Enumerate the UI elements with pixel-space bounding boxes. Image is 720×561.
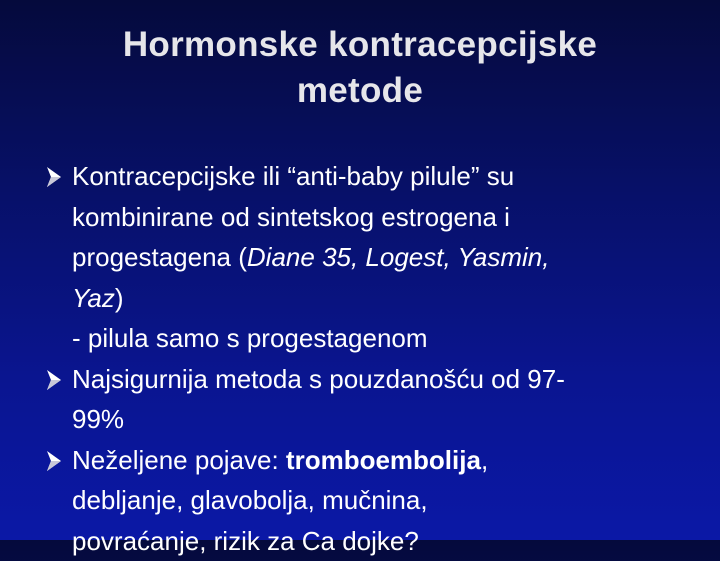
bullet-1-line-1 (0, 156, 720, 197)
bullet-3-line-3 (0, 521, 720, 561)
bullet-3-line-1 (0, 440, 720, 481)
bullet-2-line-2 (0, 399, 720, 440)
bullet-2-text-1: Najsigurnija metoda s pouzdanošću od 97- (72, 364, 565, 394)
bullet-3-text-1a: Neželjene pojave: (72, 445, 286, 475)
slide-title-line-2: metode (0, 68, 720, 114)
bullet-2-line-1 (0, 359, 720, 400)
bullet-1-text-3a: progestagena ( (72, 242, 247, 272)
bullet-3-text-3: povraćanje, rizik za Ca dojke? (72, 526, 419, 556)
bullet-list (0, 156, 720, 561)
bullet-1-line-3 (0, 237, 720, 278)
bullet-3-text-2: debljanje, glavobolja, mučnina, (72, 485, 428, 515)
bullet-1-text-4b: ) (115, 283, 124, 313)
bullet-1-line-5 (0, 318, 720, 359)
slide-title (0, 22, 720, 114)
bullet-2-text-2: 99% (72, 404, 124, 434)
bullet-1-text-5: - pilula samo s progestagenom (72, 323, 428, 353)
pill-brand-names: Diane 35, Logest, Yasmin, (247, 242, 550, 272)
arrowhead-bullet-icon (47, 167, 61, 187)
bullet-3-text-1c: , (481, 445, 488, 475)
bullet-1-text-2: kombinirane od sintetskog estrogena i (72, 202, 510, 232)
slide-title-line-1: Hormonske kontracepcijske (0, 22, 720, 68)
arrowhead-bullet-icon (47, 451, 61, 471)
bullet-1-text-1: Kontracepcijske ili “anti-baby pilule” su (72, 161, 514, 191)
bullet-1-line-2 (0, 197, 720, 238)
pill-brand-yaz: Yaz (72, 283, 115, 313)
bullet-1-line-4 (0, 278, 720, 319)
bullet-3-line-2 (0, 480, 720, 521)
arrowhead-bullet-icon (47, 370, 61, 390)
tromboembolija-term: tromboembolija (286, 445, 481, 475)
